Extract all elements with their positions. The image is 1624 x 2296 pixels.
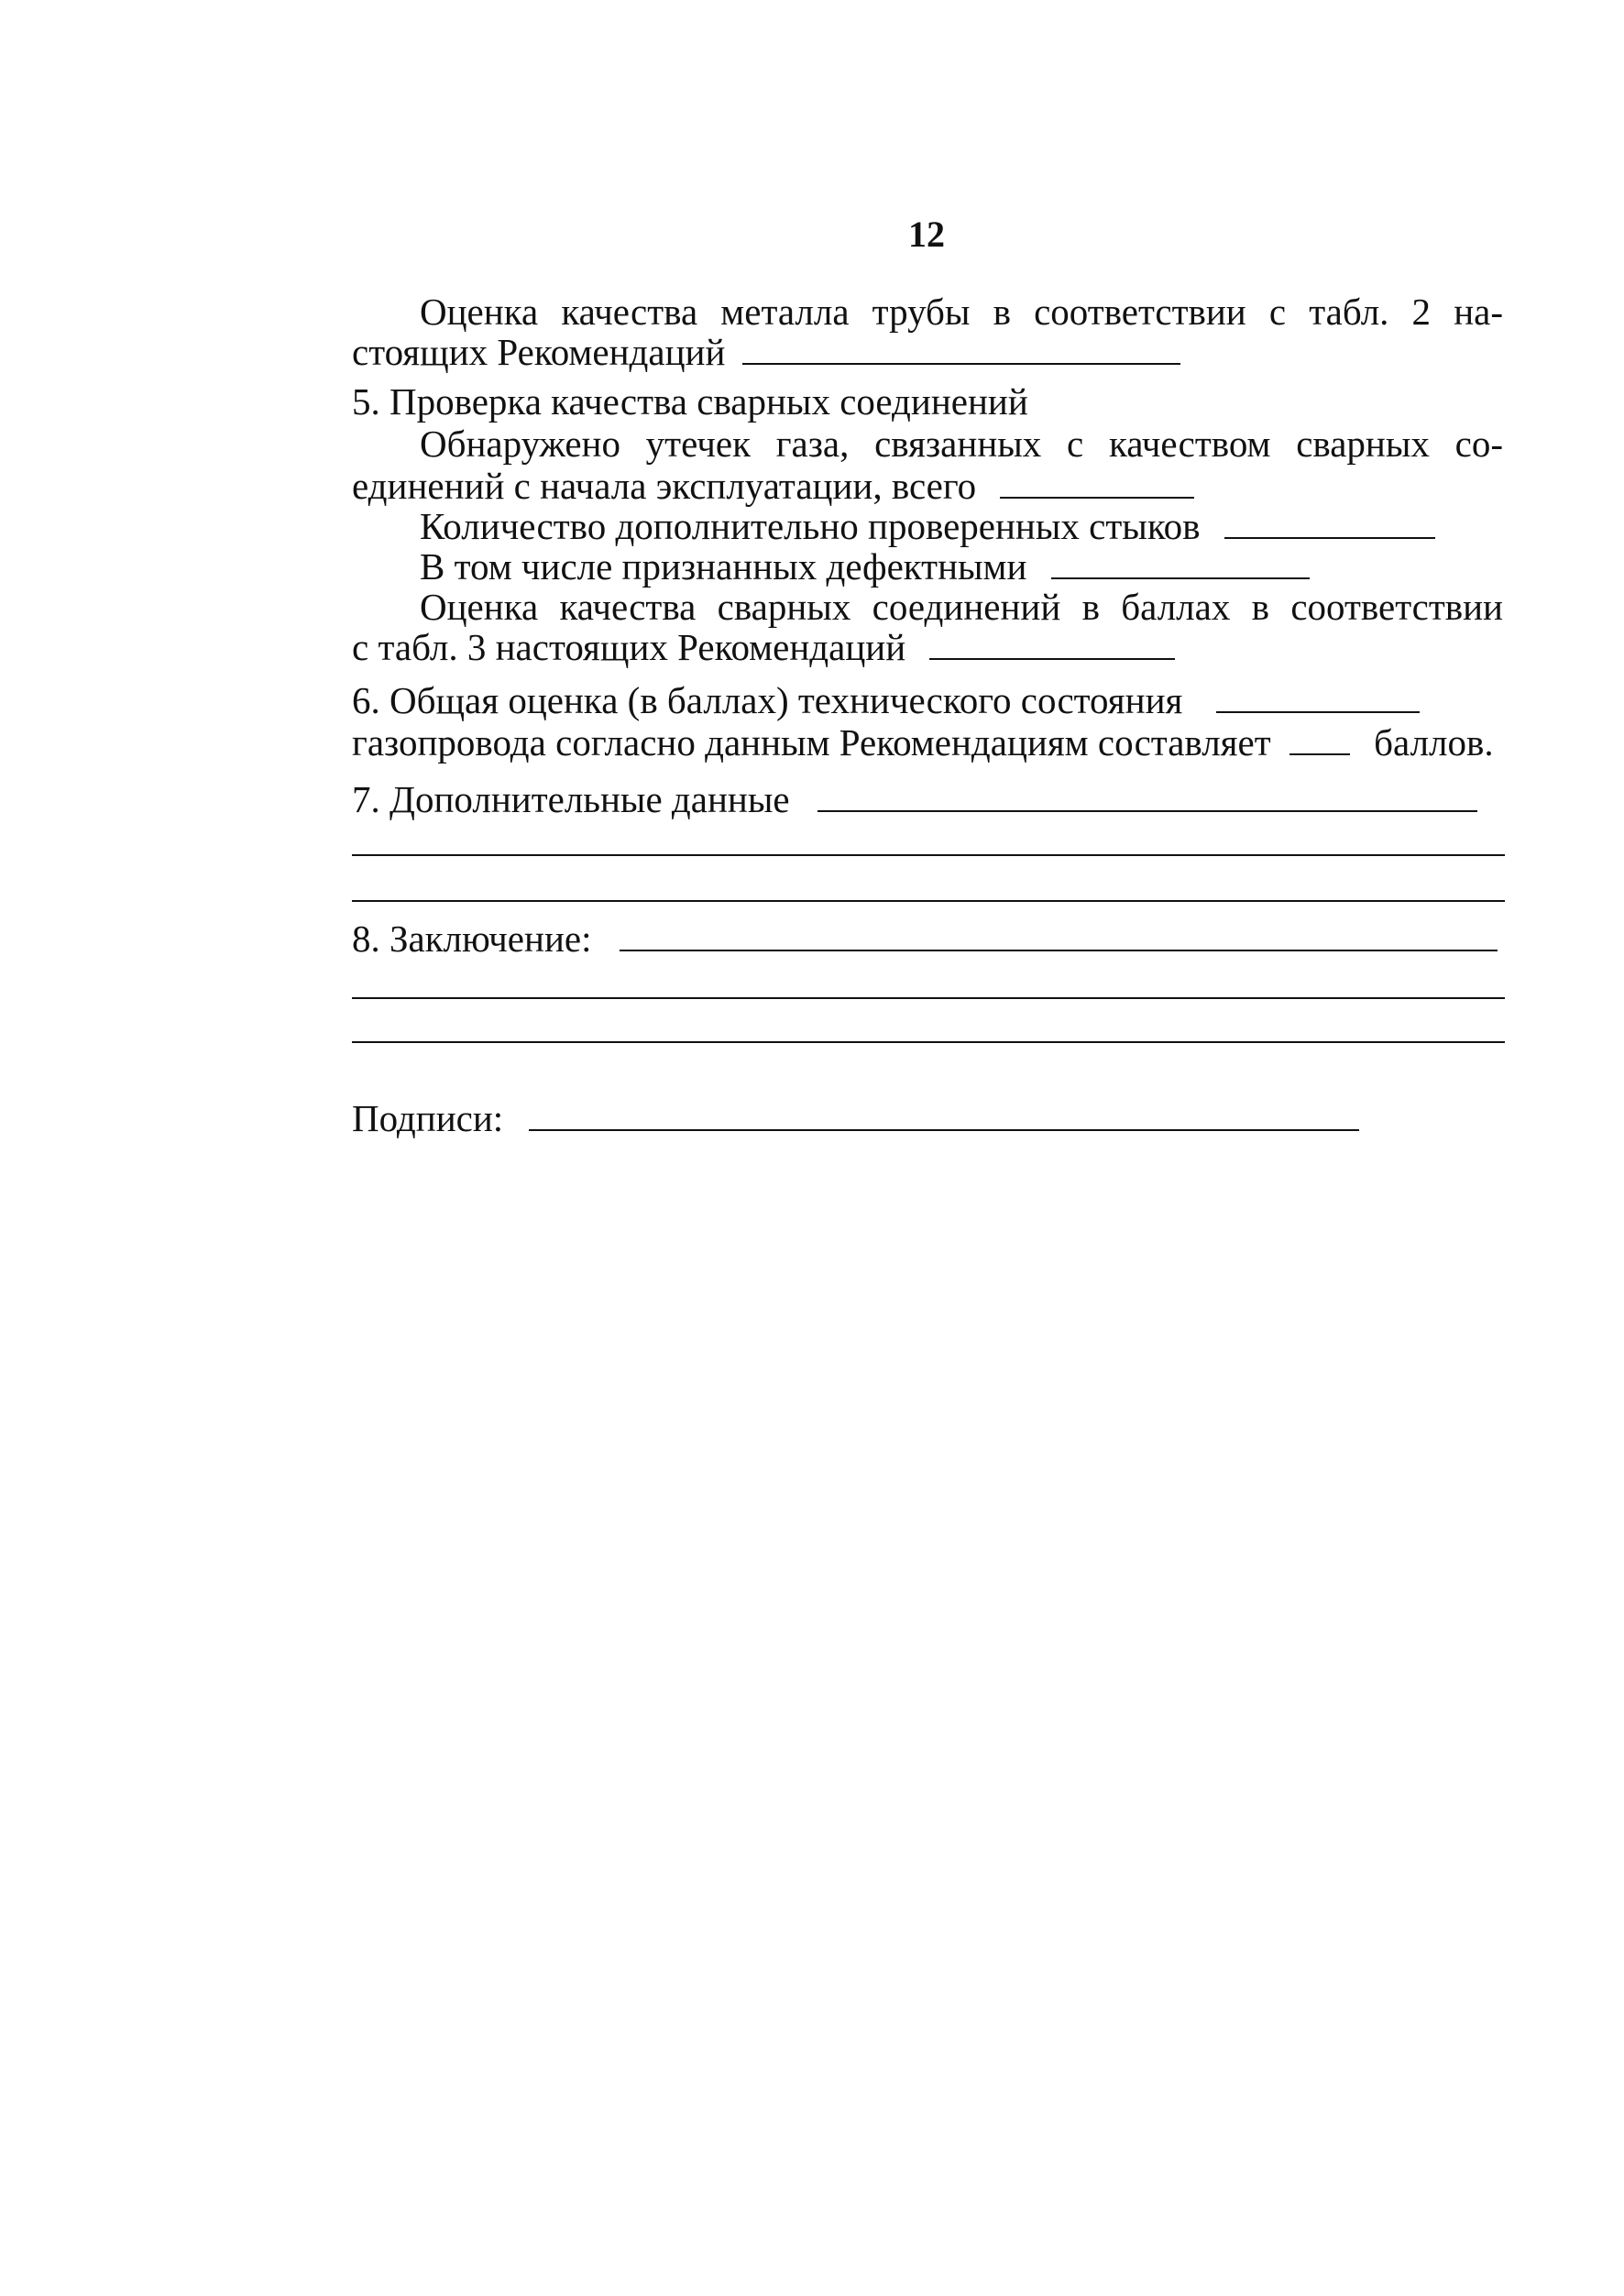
defective-text: В том числе признанных дефектными — [420, 545, 1027, 588]
section8-line — [352, 917, 1498, 961]
section7-line — [352, 777, 1477, 821]
conclusion-field[interactable] — [620, 917, 1498, 951]
weld-score-text-1: Оценка качества сварных соединений в баллах в соответствии — [420, 586, 1503, 628]
additional-data-field[interactable] — [817, 777, 1477, 812]
page-number: 12 — [908, 214, 945, 255]
section7-label: 7. Дополнительные данные — [352, 778, 790, 820]
weld-score-line-1 — [420, 585, 1503, 629]
leaks-line-1 — [420, 422, 1503, 466]
section6-text-1: 6. Общая оценка (в баллах) технического состояния — [352, 679, 1183, 721]
metal-quality-line-1 — [420, 290, 1503, 334]
metal-quality-text-1: Оценка качества металла трубы в соответствии с табл. 2 на- — [420, 291, 1503, 333]
section6-line-1 — [352, 678, 1420, 722]
checked-joints-line — [420, 504, 1435, 548]
signatures-field[interactable] — [529, 1096, 1359, 1131]
signatures-line — [352, 1096, 1359, 1140]
additional-data-line-3[interactable] — [352, 900, 1505, 902]
section6-text-2: газопровода согласно данным Рекомендациям составляет — [352, 721, 1271, 764]
weld-score-field[interactable] — [929, 625, 1175, 660]
weld-score-line-2 — [352, 625, 1175, 669]
defective-line — [420, 544, 1310, 588]
overall-score-field[interactable] — [1216, 678, 1420, 713]
conclusion-line-3[interactable] — [352, 1041, 1505, 1043]
points-field[interactable] — [1289, 720, 1350, 755]
section6-line-2 — [352, 720, 1494, 764]
section6-text-3: баллов. — [1374, 721, 1494, 764]
additional-data-line-2[interactable] — [352, 854, 1505, 856]
leaks-field[interactable] — [1000, 464, 1194, 499]
metal-quality-line-2 — [352, 330, 1180, 374]
metal-quality-text-2: стоящих Рекомендаций — [352, 331, 726, 373]
signatures-label: Подписи: — [352, 1097, 504, 1139]
section5-heading — [352, 379, 1028, 423]
section8-label: 8. Заключение: — [352, 917, 592, 960]
section5-heading-text: 5. Проверка качества сварных соединений — [352, 380, 1028, 423]
leaks-text-2: единений с начала эксплуатации, всего — [352, 465, 977, 507]
metal-quality-field[interactable] — [742, 330, 1180, 365]
leaks-line-2 — [352, 464, 1194, 508]
defective-field[interactable] — [1051, 544, 1310, 579]
checked-joints-field[interactable] — [1224, 504, 1435, 539]
checked-joints-text: Количество дополнительно проверенных стыков — [420, 505, 1201, 547]
leaks-text-1: Обнаружено утечек газа, связанных с качеством сварных со- — [420, 423, 1503, 465]
conclusion-line-2[interactable] — [352, 997, 1505, 999]
weld-score-text-2: с табл. 3 настоящих Рекомендаций — [352, 626, 906, 668]
